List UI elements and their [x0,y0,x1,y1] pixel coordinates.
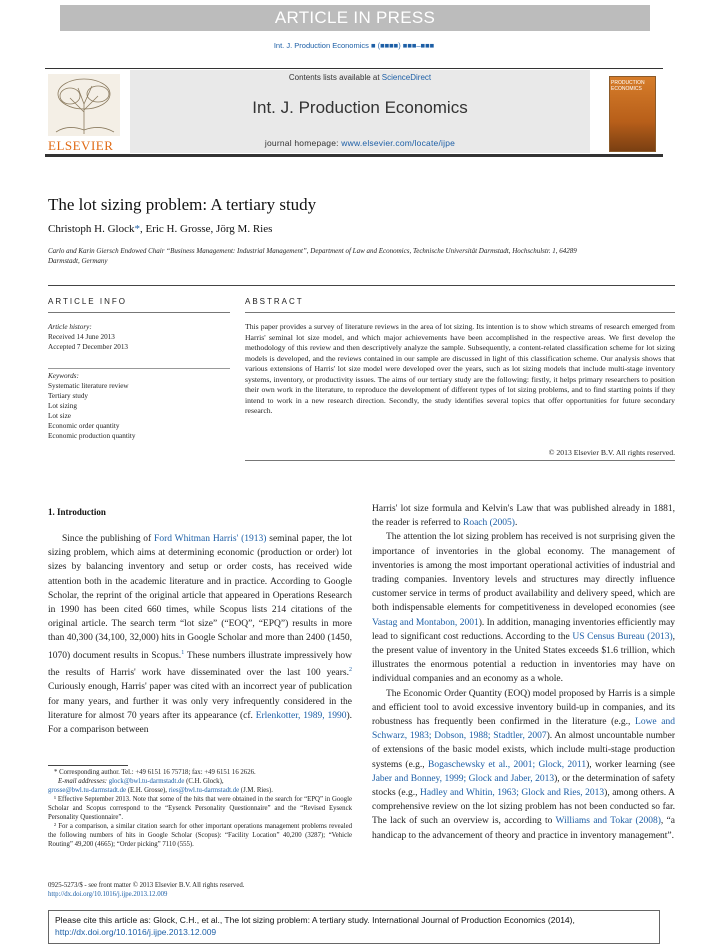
email-line [48,777,352,786]
received-date: Received 14 June 2013 [48,333,115,341]
accepted-date: Accepted 7 December 2013 [48,343,129,351]
elsevier-wordmark: ELSEVIER [48,138,114,153]
article-title: The lot sizing problem: A tertiary study [48,195,317,214]
introduction-heading: 1. Introduction [48,507,106,517]
citation-link[interactable]: Williams and Tokar (2008) [555,816,661,827]
header-bottom-rule [45,154,663,157]
journal-reference[interactable]: Int. J. Production Economics ■ (■■■■) ■■■–■■■ [273,41,435,50]
footnote-rule [48,765,128,766]
corresponding-line: * Corresponding author. Tel.: +49 6151 16 75718; fax: +49 6151 16 2626. [54,769,256,776]
citation-link[interactable]: Jaber and Bonney, 1999; Glock and Jaber, 2013 [372,773,555,784]
corresponding-author-note [48,768,352,849]
header-top-rule [45,68,663,69]
body-text: ), among others. A comprehensive review on the lot sizing problem has not been conducted so far. The lack of such an overview is, according to [372,788,675,827]
email-label: E-mail addresses: [58,778,109,785]
citation-link[interactable]: Roach (2005) [463,518,515,529]
issn-block [48,881,244,899]
keyword-item: Tertiary study [48,392,89,400]
footnote-2: ² For a comparison, a similar citation search for other important operations management problems revealed the following numbers of hits in Google Scholar (Scopus): “Facility Location” 40,200 (3287); “Vehicle Routing” 49,200 (4665); “Order picking” 7110 (555). [48,823,352,848]
body-text: seminal paper, the lot sizing problem, which aims at determining economic (production or order) lot sizes by balancing inventory and setup or order costs, has received wide attention both in the academic literature and in practice. According to Google Scholar, the reprint of the original article that appeared in Operations Research in 1990 has been cited 660 times, while Scopus lists 214 citations of the original article. The search term “lot size” (“EOQ”, “EPQ”) results in more than 40,300 (34,100, 32,000) hits in Google Scholar and more than 2400 (1450, 1070) document results in Scopus. [48,534,353,661]
citation-link[interactable]: 2 [349,666,352,673]
abstract-heading: ABSTRACT [245,297,304,306]
body-text: Curiously enough, Harris' paper was cited with an incorrect year of publication for many years, and further it was only very infrequently considered in the literature for almost 70 years after its appearance (cf. [48,682,352,721]
abstract-text: This paper provides a survey of literature reviews in the area of lot sizing. Its intention is to show which streams of research emerged from Harris' seminal lot size model, and which major achievements have been accomplished in the respective areas. We first develop the methodology of this review and then descriptively analyze the sample. Subsequently, a content-related classification scheme for lot sizing models is developed, and the reviews contained in our sample are discussed in light of this classification scheme. Our analysis shows that various extensions of Harris' lot size model were developed over the years, such as lot sizing models that include multi-stage inventory systems, inventory, or productivity issues. The aims of our tertiary study are the following: firstly, it helps primary researchers to position their own work in the literature, to reproduce the development of different types of lot sizing problems, and to find starting points if they intend to work in a new research direction. Secondly, the study identifies several topics that offer opportunities for future secondary research. [245,322,675,415]
section-rule [48,285,675,286]
abstract-rule [245,312,675,313]
contents-line [130,73,590,82]
email-link-grosse[interactable]: grosse@bwl.tu-darmstadt.de [48,787,126,794]
keyword-item: Economic production quantity [48,432,136,440]
body-text: The attention the lot sizing problem has received is not surprising given the importance of inventories in the global economy. The management of inventories is among the most important operational activities of industrial and trading companies. Inventory levels and structures may directly influence customer service in terms of product availability and delivery speed, which are both indispensable elements for competitiveness in developed economies (see [372,532,675,614]
article-info-rule [48,312,230,313]
body-column-left [48,532,352,737]
email-link-ries[interactable]: ries@bwl.tu-darmstadt.de [168,787,240,794]
email-line-2 [48,786,352,795]
body-text: Since the publishing of [62,534,155,544]
citation-link[interactable]: Vastag and Montabon, 2001 [372,617,479,628]
citation-link[interactable]: US Census Bureau (2013) [572,631,673,642]
email-link-glock[interactable]: glock@bwl.tu-darmstadt.de [108,778,185,785]
body-text: ). In addition, managing inventories efficiently may lead to significant cost reductions. According to the [372,617,675,642]
article-history [48,322,128,352]
body-text: The Economic Order Quantity (EOQ) model proposed by Harris is a simple and efficient tool to avoid excessive inventory build-up in companies, and its robustness has frequently been confirmed in the literature (e.g., [372,688,675,728]
email-name: (J.M. Ries). [239,787,273,794]
paragraph [372,530,675,686]
paragraph [372,687,675,843]
article-info-heading: ARTICLE INFO [48,297,127,306]
journal-homepage [130,138,590,148]
citation-doi-link[interactable]: http://dx.doi.org/10.1016/j.ijpe.2013.12.009 [55,927,217,937]
history-label: Article history: [48,323,92,331]
corresponding-author-marker[interactable]: * [134,223,140,235]
email-name: (E.H. Grosse), [126,787,169,794]
body-text: ), or the determination of safety stocks (e.g., [372,773,675,799]
citation-link[interactable]: Ford Whitman Harris' (1913) [154,534,267,544]
homepage-link[interactable]: www.elsevier.com/locate/ijpe [341,138,456,148]
keyword-item: Lot size [48,412,71,420]
body-column-right [372,502,675,843]
contents-prefix: Contents lists available at [288,73,382,82]
author-1: Christoph H. Glock [48,223,135,235]
body-text: ). For a comparison between [48,710,352,735]
doi-link[interactable]: http://dx.doi.org/10.1016/j.ijpe.2013.12.009 [48,891,168,898]
article-info-divider [48,368,230,369]
author-list [48,223,272,235]
keywords-block [48,371,135,441]
paragraph [372,502,675,530]
body-text: ). An almost uncountable number of extensions of the basic model exists, which include multi-stage production systems (e.g., [372,731,675,770]
citation-notice [48,910,660,944]
abstract-copyright: © 2013 Elsevier B.V. All rights reserved. [548,448,675,457]
sciencedirect-link[interactable]: ScienceDirect [381,73,432,82]
article-in-press-banner: ARTICLE IN PRESS [60,5,650,31]
homepage-prefix: journal homepage: [264,138,342,148]
citation-link[interactable]: Lowe and Schwarz, 1983; Dobson, 1988; Stadtler, 2007 [372,717,675,742]
body-text: , “a handicap to the advancement of theory and practice in inventory management”. [372,816,675,841]
citation-link[interactable]: Erlenkotter, 1989, 1990 [255,710,347,721]
keyword-item: Lot sizing [48,402,77,410]
citation-link[interactable]: Hadley and Whitin, 1963; Glock and Ries, 2013 [420,788,605,799]
citation-link[interactable]: Bogaschewsky et al., 2001; Glock, 2011 [428,759,587,770]
abstract-bottom-rule [245,460,675,461]
body-text: Harris' lot size formula and Kelvin's Law that was published already in 1881, the reader is referred to [372,504,675,529]
citation-link[interactable]: 1 [181,649,185,656]
journal-cover-title: PRODUCTION ECONOMICS [611,80,645,92]
affiliation: Carlo and Karin Giersch Endowed Chair “Business Management: Industrial Management”, Department of Law and Economics, Technische Universität Darmstadt, Hochschulstr. 1, 64289 Darmstadt, Germany [48,247,577,265]
journal-title: Int. J. Production Economics [252,98,468,117]
keyword-item: Systematic literature review [48,382,129,390]
body-text: , the present value of inventory in the United States exceeds $1.6 trillion, which illustrates the enormous potential a reduction in inventories may have on individual companies and an economy as a whole. [372,631,675,685]
footnote-1: ¹ Effective September 2013. Note that some of the hits that were obtained in the search for “EPQ” in Google Scholar and Scopus correspond to the “Eysenck Personality Questionnaire” and the “Revised Eysenck Personality Questionnaire”. [48,796,352,821]
author-others: , Eric H. Grosse, Jörg M. Ries [139,223,273,235]
body-text: . [514,518,518,529]
email-name: (C.H. Glock), [184,778,224,785]
keyword-item: Economic order quantity [48,422,120,430]
issn-line: 0925-5273/$ - see front matter © 2013 Elsevier B.V. All rights reserved. [48,882,245,889]
body-text: These numbers illustrate impressively how the results of Harris' work have disseminated over the last 100 years. [48,650,352,679]
citation-text: Please cite this article as: Glock, C.H., et al., The lot sizing problem: A tertiary study. International Journal of Production Economics (2014), [55,915,575,925]
keywords-label: Keywords: [48,372,79,380]
body-text: ), worker learning (see [586,759,675,770]
elsevier-tree-logo-icon [48,74,120,136]
